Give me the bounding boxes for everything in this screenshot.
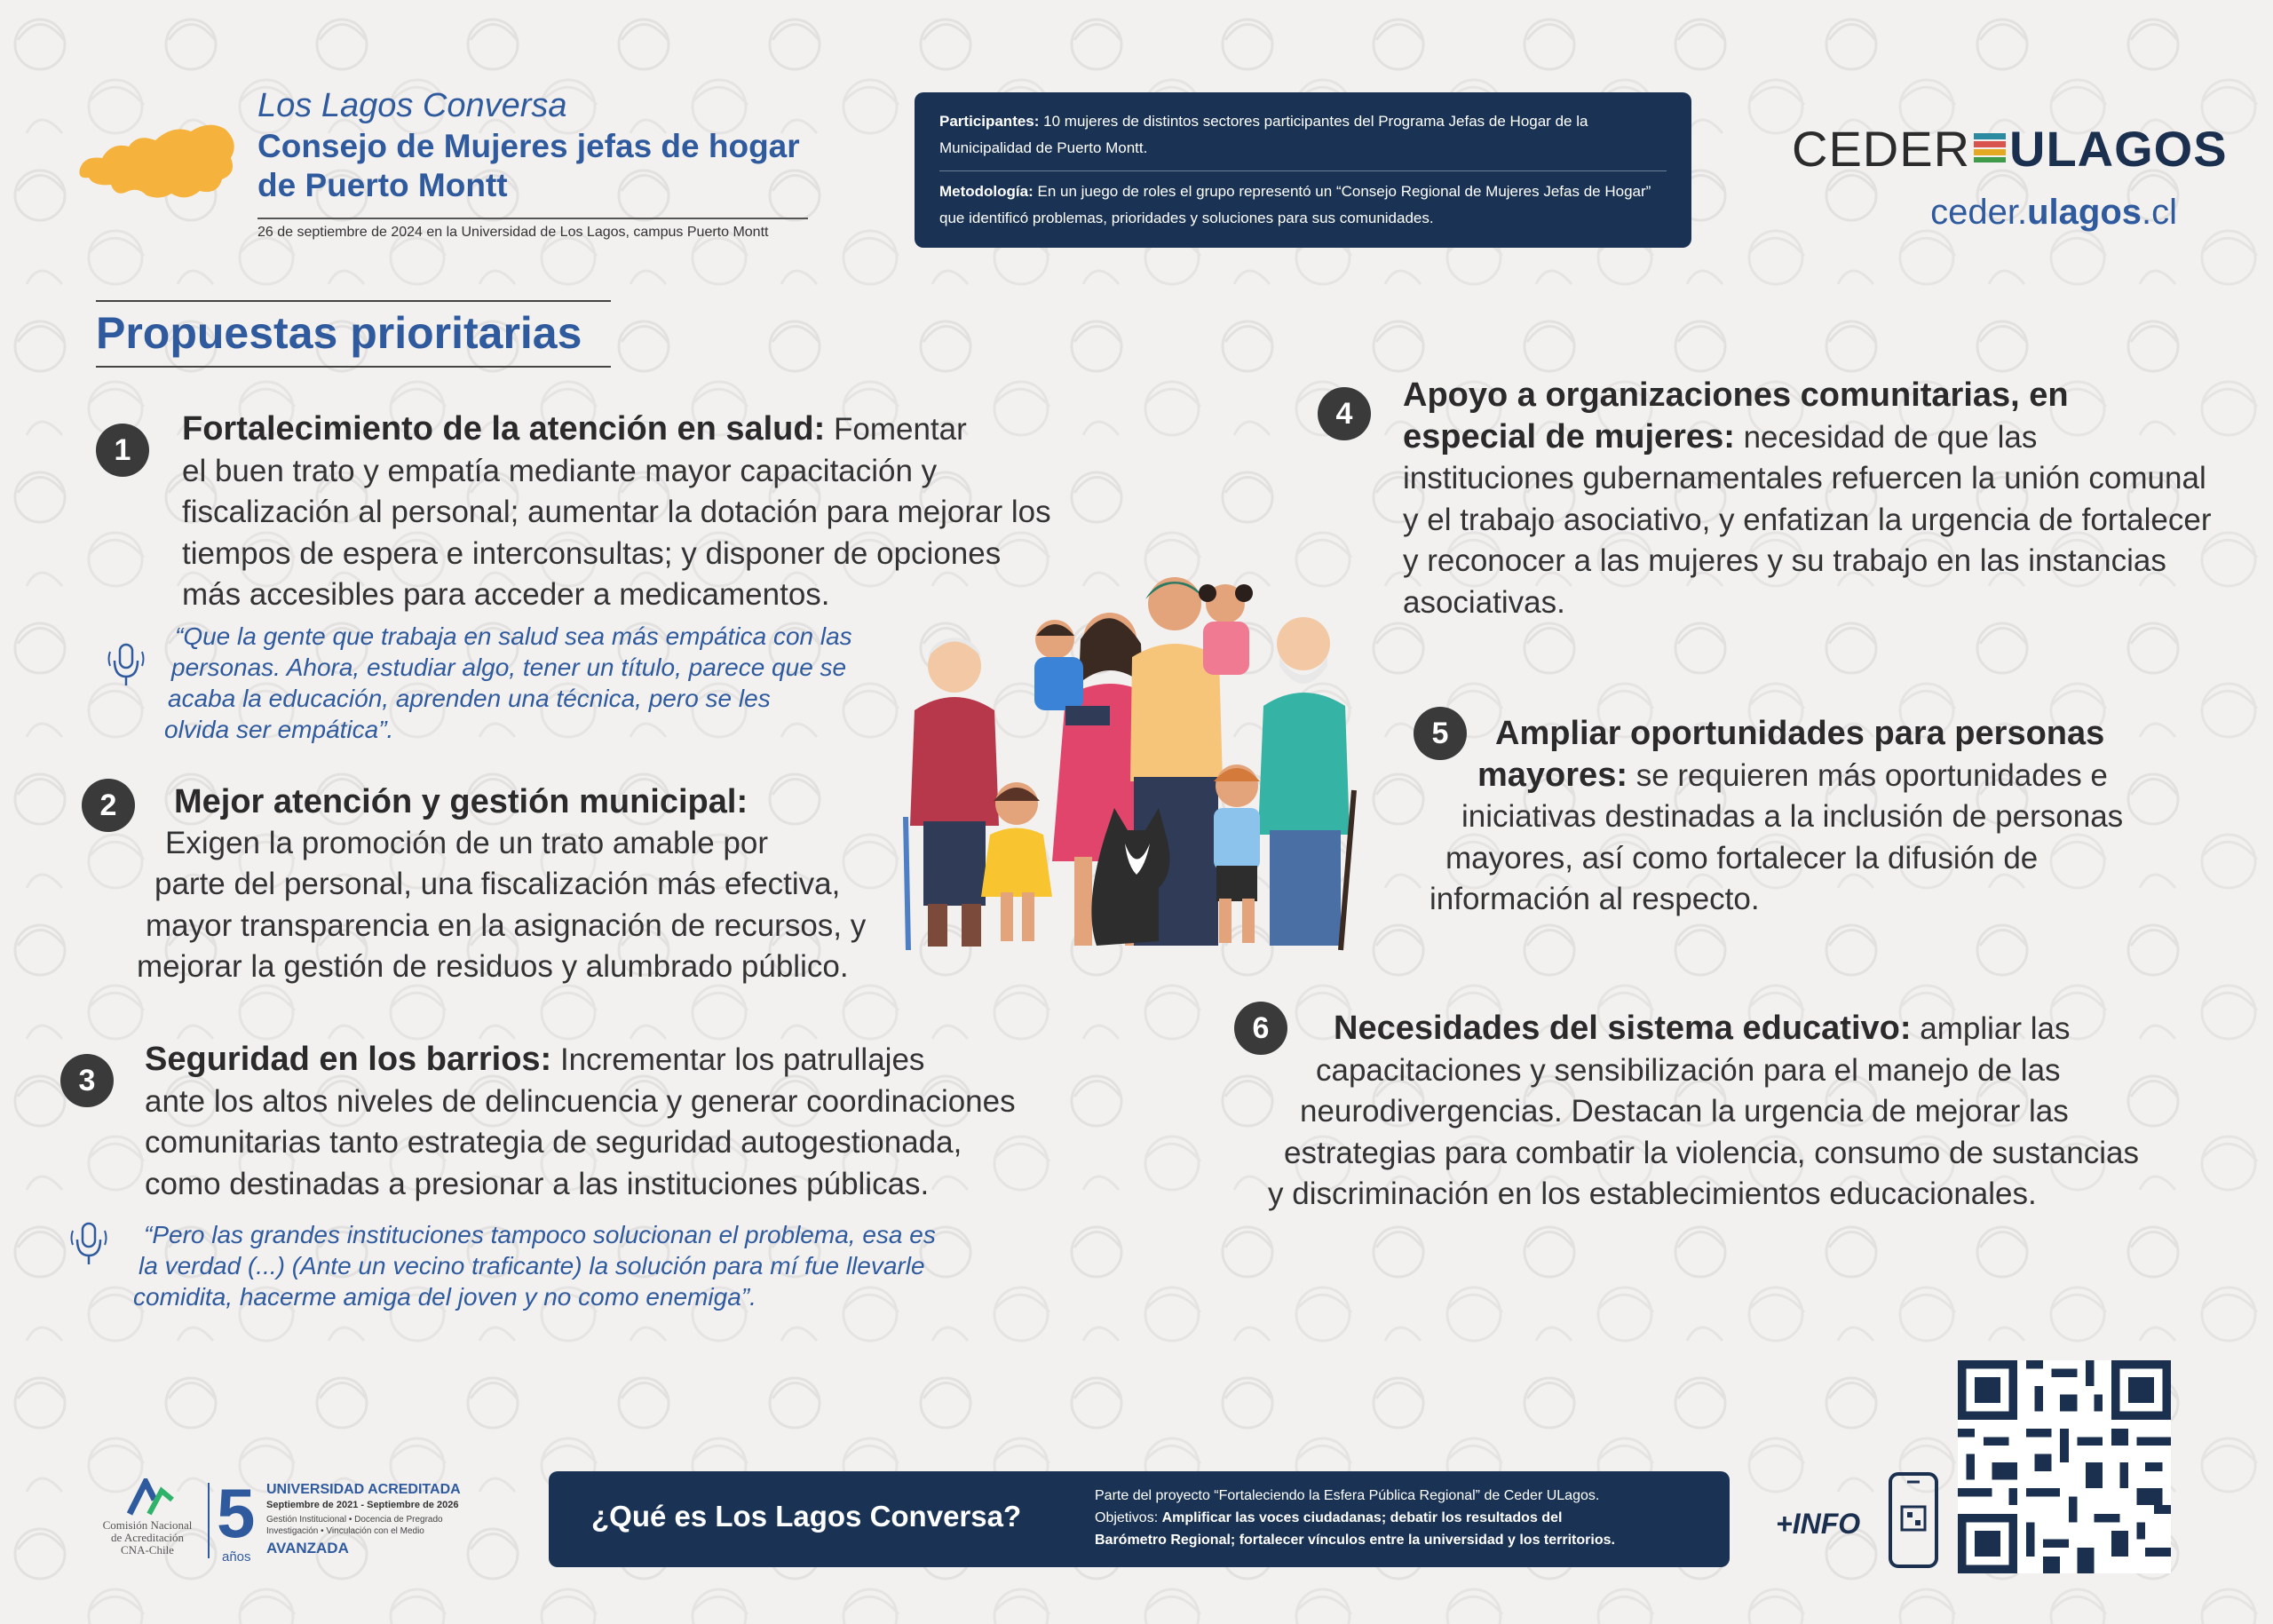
quote-3-line: “Pero las grandes instituciones tampoco solucionan el problema, esa es — [144, 1221, 936, 1248]
section-heading — [96, 300, 611, 368]
small-boy-figure — [1214, 764, 1260, 943]
info-divider — [939, 170, 1667, 171]
flag-stripes-icon — [1974, 131, 2006, 163]
proposal-1-line: Fomentar — [825, 412, 967, 447]
proposal-5-line: iniciativas destinadas a la inclusión de personas — [1461, 799, 2124, 834]
number-badge-6: 6 — [1234, 1002, 1287, 1055]
participants — [939, 108, 1667, 162]
footer-box — [549, 1471, 1730, 1567]
footer-objectives-line1: Amplificar las voces ciudadanas; debatir los resultados del — [1161, 1510, 1563, 1525]
cna-line: CNA-Chile — [121, 1543, 174, 1557]
url-bold: ulagos — [2027, 193, 2142, 232]
proposal-1-title: Fortalecimiento de la atención en salud: — [182, 410, 826, 448]
proposal-3-line: comunitarias tanto estrategia de seguridad autogestionada, — [145, 1125, 962, 1160]
accreditation-dates: Septiembre de 2021 - Septiembre de 2026 — [266, 1500, 459, 1510]
accreditation-badge — [99, 1474, 481, 1567]
proposal-5-line: información al respecto. — [1430, 882, 1760, 916]
cna-text — [99, 1519, 195, 1557]
family-illustration — [892, 568, 1385, 959]
number-badge-1: 1 — [96, 424, 149, 477]
proposal-6-line: capacitaciones y sensibilización para el manejo de las — [1316, 1052, 2061, 1088]
proposal-4-line: instituciones gubernamentales refuercen la unión comunal — [1403, 461, 2206, 495]
proposal-2-line: mayor transparencia en la asignación de recursos, y — [146, 907, 867, 943]
ceder-ulagos-logo[interactable] — [1785, 120, 2228, 232]
brand-wordmark — [1792, 120, 2228, 178]
proposal-5-line: mayores, así como fortalecer la difusión de — [1445, 840, 2039, 875]
proposal-1-line: más accesibles para acceder a medicamentos. — [182, 577, 830, 612]
accreditation-level: AVANZADA — [266, 1540, 349, 1557]
number-badge-5: 5 — [1414, 707, 1467, 760]
quote-1-line: acaba la educación, aprenden una técnica, pero se les — [168, 685, 771, 712]
proposal-4-title-line1: Apoyo a organizaciones comunitarias, en — [1403, 376, 2069, 414]
title-block — [257, 84, 826, 241]
accreditation-divider — [208, 1483, 210, 1558]
council-title-line1: Consejo de Mujeres jefas de hogar — [257, 128, 800, 164]
qr-code[interactable] — [1958, 1360, 2171, 1573]
proposal-5-line: se requieren más oportunidades e — [1627, 757, 2108, 793]
brand-url[interactable] — [1930, 193, 2177, 233]
proposal-5-title-line2: mayores: — [1477, 756, 1628, 794]
accreditation-areas — [266, 1514, 479, 1537]
accreditation-title: UNIVERSIDAD ACREDITADA — [266, 1482, 461, 1497]
proposal-1-line: fiscalización al personal; aumentar la dotación para mejorar los — [182, 495, 1051, 529]
proposal-4-line: y reconocer a las mujeres y su trabajo en las instancias — [1403, 543, 2166, 578]
participants-label: Participantes: — [939, 113, 1040, 130]
accreditation-years: 5 — [217, 1474, 256, 1552]
footer-objectives-line2: Barómetro Regional; fortalecer vínculos entre la universidad y los territorios. — [1095, 1533, 1615, 1548]
proposal-6 — [1268, 1008, 2209, 1216]
number-badge-2: 2 — [82, 779, 135, 832]
footer-description — [1095, 1485, 1707, 1551]
quote-1-line: personas. Ahora, estudiar algo, tener un título, parece que se — [171, 654, 847, 681]
accreditation-areas-line: Gestión Institucional • Docencia de Pregrado — [266, 1515, 443, 1525]
series-title: Los Lagos Conversa — [257, 87, 567, 124]
proposal-3-line: como destinadas a presionar a las instituciones públicas. — [145, 1166, 930, 1201]
quote-3-line: comidita, hacerme amiga del joven y no como enemiga”. — [133, 1283, 756, 1311]
proposal-3 — [145, 1039, 1033, 1205]
quote-1 — [164, 621, 892, 745]
girl-figure — [1199, 584, 1253, 675]
microphone-icon — [69, 1220, 108, 1270]
footer-question: ¿Qué es Los Lagos Conversa? — [591, 1500, 1022, 1533]
methodology-label: Metodología: — [939, 183, 1034, 200]
quote-3 — [133, 1219, 986, 1312]
proposal-6-line: neurodivergencias. Destacan la urgencia de mejorar las — [1300, 1094, 2069, 1129]
council-title-line2: de Puerto Montt — [257, 167, 508, 203]
info-box — [915, 92, 1691, 248]
proposal-1-line: tiempos de espera e interconsultas; y disponer de opciones — [182, 535, 1002, 571]
proposal-3-line: Incrementar los patrullajes — [551, 1042, 925, 1077]
footer-objectives-label: Objetivos: — [1095, 1510, 1162, 1525]
proposal-2-line: Exigen la promoción de un trato amable por — [165, 825, 769, 860]
proposal-4-line: asociativas. — [1403, 584, 1565, 620]
phone-qr-icon — [1888, 1471, 1939, 1569]
proposal-3-line: ante los altos niveles de delincuencia y generar coordinaciones — [145, 1083, 1016, 1119]
map-icon — [75, 115, 240, 204]
participants-text: 10 mujeres de distintos sectores participantes del Programa Jefas de Hogar de la Municipalidad de Puerto Montt. — [939, 113, 1588, 156]
section-title: Propuestas prioritarias — [96, 308, 582, 358]
proposal-6-line: y discriminación en los establecimientos educacionales. — [1268, 1176, 2037, 1211]
footer-project: Parte del proyecto “Fortaleciendo la Esfera Pública Regional” de Ceder ULagos. — [1095, 1488, 1600, 1503]
proposal-5-title-line1: Ampliar oportunidades para personas — [1495, 715, 2105, 752]
more-info-label[interactable]: +INFO — [1776, 1508, 1861, 1540]
proposal-1-line: el buen trato y empatía mediante mayor capacitación y — [182, 453, 938, 488]
methodology-text: En un juego de roles el grupo representó un “Consejo Regional de Mujeres Jefas de Hogar” que identificó problemas, prioridades y soluciones para sus comunidades. — [939, 183, 1651, 226]
heading-rule-bottom — [96, 366, 611, 368]
number-badge-3: 3 — [60, 1054, 114, 1107]
cna-line: de Acreditación — [111, 1531, 184, 1544]
proposal-4-line: y el trabajo asociativo, y enfatizan la urgencia de fortalecer — [1403, 502, 2212, 537]
accreditation-areas-line: Investigación • Vinculación con el Medio — [266, 1526, 424, 1536]
grandfather-figure — [1258, 617, 1354, 950]
quote-1-line: “Que la gente que trabaja en salud sea más empática con las — [175, 622, 852, 650]
proposal-6-line: estrategias para combatir la violencia, consumo de sustancias — [1284, 1135, 2139, 1170]
brand-ceder: CEDER — [1792, 121, 1971, 177]
proposal-6-title: Necesidades del sistema educativo: — [1334, 1010, 1912, 1047]
event-date: 26 de septiembre de 2024 en la Universidad de Los Lagos, campus Puerto Montt — [257, 225, 769, 240]
number-badge-4: 4 — [1318, 387, 1371, 440]
url-suffix: .cl — [2142, 193, 2177, 232]
proposal-3-title: Seguridad en los barrios: — [145, 1041, 552, 1078]
url-prefix: ceder. — [1930, 193, 2028, 232]
proposal-4 — [1403, 375, 2237, 623]
proposal-2-title: Mejor atención y gestión municipal: — [174, 783, 748, 820]
brand-ulagos: ULAGOS — [2009, 121, 2228, 177]
proposal-5 — [1430, 713, 2211, 921]
cna-line: Comisión Nacional — [102, 1518, 193, 1532]
proposal-4-title-line2: especial de mujeres: — [1403, 417, 1735, 456]
proposal-2 — [133, 781, 897, 988]
title-divider — [257, 218, 808, 219]
grandmother-figure — [906, 638, 999, 950]
accreditation-years-label: años — [222, 1549, 251, 1565]
proposal-2-line: parte del personal, una fiscalización más efectiva, — [154, 867, 841, 901]
proposal-6-line: ampliar las — [1911, 1011, 2071, 1046]
quote-3-line: la verdad (...) (Ante un vecino traficante) la solución para mí fue llevarle — [139, 1252, 925, 1279]
quote-1-line: olvida ser empática”. — [164, 716, 394, 743]
proposal-4-line: necesidad de que las — [1734, 419, 2038, 455]
proposal-2-line: mejorar la gestión de residuos y alumbrado público. — [137, 949, 849, 984]
microphone-icon — [107, 641, 146, 691]
methodology — [939, 178, 1667, 232]
cna-logo-icon — [126, 1478, 176, 1517]
